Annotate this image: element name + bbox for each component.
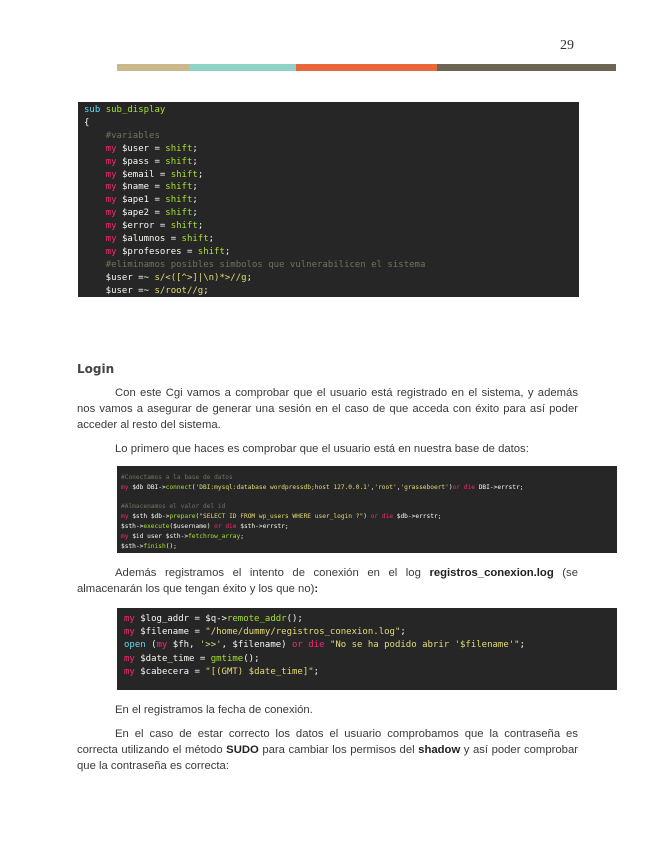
code-token: my xyxy=(84,234,122,245)
shadow-file: shadow xyxy=(418,744,461,756)
code-token: my xyxy=(124,666,141,677)
code-token: $id user $sth-> xyxy=(132,532,189,540)
code-token: s/root//g xyxy=(154,285,204,296)
code-token: ; xyxy=(240,532,244,540)
code-token: finish xyxy=(143,542,166,550)
code-token: ; xyxy=(197,169,204,180)
code-line xyxy=(84,272,579,285)
code-line xyxy=(84,104,579,117)
code-token: my xyxy=(84,221,122,232)
code-token: { xyxy=(84,117,90,128)
code-token: $alumnos = xyxy=(121,234,182,245)
code-token: $log_addr = $q-> xyxy=(140,614,227,624)
code-token: or die xyxy=(452,483,479,491)
page-number: 29 xyxy=(560,38,574,53)
code-token: ; xyxy=(192,143,198,154)
code-token: $name = xyxy=(121,182,166,193)
code-token: $profesores = xyxy=(121,246,198,257)
code-token: shift xyxy=(165,143,193,154)
code-token: , xyxy=(396,483,401,491)
code-token: or die xyxy=(370,513,397,521)
code-token: "No se ha podido abrir '$filename'" xyxy=(329,640,520,651)
code-token: (); xyxy=(286,614,303,624)
code-token: ; xyxy=(400,627,406,638)
paragraph-log-colon: : xyxy=(314,583,319,595)
code-token: fetchrow_array xyxy=(188,532,241,540)
code-line xyxy=(84,285,579,297)
code-token: #Almacenamos el valor del id xyxy=(121,503,226,511)
code-token: connect xyxy=(165,483,192,491)
code-line xyxy=(121,493,617,503)
code-token: , xyxy=(370,483,375,491)
code-token: ; xyxy=(246,272,252,283)
code-line xyxy=(124,626,617,639)
code-token: my xyxy=(84,182,122,193)
code-token: my xyxy=(84,169,122,180)
code-token: $sth->errstr; xyxy=(240,522,289,530)
code-token: $db->errstr; xyxy=(396,513,442,521)
code-line xyxy=(84,156,579,169)
log-filename: registros_conexion.log xyxy=(429,567,554,579)
code-block-log xyxy=(117,608,617,690)
code-token: my xyxy=(124,614,141,624)
code-token: execute xyxy=(143,522,170,530)
code-token: prepare xyxy=(169,513,196,521)
section-heading-login: Login xyxy=(77,362,115,376)
code-token: #eliminamos posibles simbolos que vulnerabilicen el sistema xyxy=(84,259,426,270)
header-bar-segment xyxy=(296,64,437,71)
code-token: my xyxy=(84,246,122,257)
code-token: ; xyxy=(313,666,320,677)
code-token: $sth-> xyxy=(121,522,144,530)
code-token: my xyxy=(124,627,141,638)
code-token: $error = xyxy=(121,221,171,232)
code-line xyxy=(121,542,617,552)
code-token: $fh, xyxy=(172,640,200,651)
code-token: remote_addr xyxy=(226,614,287,624)
paragraph-password-check xyxy=(77,726,578,774)
code-token: "[(GMT) $date_time]" xyxy=(205,666,314,677)
code-line xyxy=(121,532,617,542)
code-token: ; xyxy=(192,182,198,193)
code-token: shift xyxy=(170,169,198,180)
code-token: gmtime xyxy=(210,653,244,664)
code-token: ( xyxy=(191,483,196,491)
code-token: ; xyxy=(203,285,209,296)
code-line xyxy=(84,117,579,130)
code-token: $cabecera = xyxy=(140,666,206,677)
code-block-sub-display xyxy=(78,102,579,297)
paragraph-intro: Con este Cgi vamos a comprobar que el usuario está registrado en el sistema, y además nos vamos a asegurar de generar una sesión en el caso de que acceda con éxito para así poder acceder al resto del sistema. xyxy=(77,387,578,431)
code-line xyxy=(121,502,617,512)
code-token: ; xyxy=(208,234,215,245)
code-token: my xyxy=(84,143,122,154)
code-line xyxy=(84,207,579,220)
code-token: $ape1 = xyxy=(121,195,166,206)
code-token: $ape2 = xyxy=(121,208,166,219)
code-token: ; xyxy=(192,208,198,219)
paragraph-password-text-end: y así poder comprobar que la contraseña es correcta: xyxy=(77,744,578,772)
code-token: my xyxy=(124,653,141,664)
header-bar-segment xyxy=(437,64,616,71)
code-token: '>>' xyxy=(199,640,222,651)
code-token: $date_time = xyxy=(140,653,211,664)
code-token: ( xyxy=(195,513,200,521)
code-line xyxy=(121,483,617,493)
code-token: my xyxy=(121,513,133,521)
code-token: $pass = xyxy=(121,156,166,167)
code-token: sub_display xyxy=(105,105,166,115)
paragraph-password-text: En el caso de estar correcto los datos el usuario comprobamos que la contraseña es correcta utilizando el método xyxy=(77,728,578,756)
code-token: shift xyxy=(170,221,198,232)
code-token: ; xyxy=(224,246,231,257)
header-bar-segment xyxy=(117,64,189,71)
code-token: shift xyxy=(165,156,193,167)
code-token: ; xyxy=(192,195,198,206)
code-line xyxy=(124,653,617,666)
code-token: my xyxy=(84,208,122,219)
code-token: open xyxy=(124,640,152,651)
sudo-method: SUDO xyxy=(226,744,259,756)
code-token: ) xyxy=(363,513,371,521)
code-line xyxy=(121,473,617,483)
code-token: my xyxy=(84,156,122,167)
code-token: ; xyxy=(197,221,204,232)
code-line xyxy=(84,233,579,246)
paragraph-log-text-end: (se almacenarán los que tengan éxito y los que no) xyxy=(77,567,578,595)
code-line xyxy=(124,613,617,626)
code-token: shift xyxy=(197,246,225,257)
header-color-bar xyxy=(117,64,616,71)
code-token: #Conectamos a la base de datos xyxy=(121,474,233,481)
code-line xyxy=(84,220,579,233)
code-token: $sth-> xyxy=(121,542,144,550)
code-token: my xyxy=(121,532,133,540)
code-token: $user = xyxy=(121,143,166,154)
paragraph-check-user: Lo primero que haces es comprobar que el usuario está en nuestra base de datos: xyxy=(115,443,529,455)
paragraph-log xyxy=(77,565,578,597)
code-token: ($username) xyxy=(169,522,215,530)
paragraph-password-text-mid: para cambiar los permisos del xyxy=(258,744,419,756)
code-line xyxy=(84,194,579,207)
code-token: shift xyxy=(165,195,193,206)
code-line xyxy=(84,259,579,272)
code-token: $sth $db-> xyxy=(132,513,170,521)
code-token: $db DBI-> xyxy=(132,483,166,491)
paragraph-date: En el registramos la fecha de conexión. xyxy=(115,704,313,716)
code-token: 'DBI:mysql:database wordpressdb;host 127.0.0.1' xyxy=(195,483,371,491)
code-block-db-query xyxy=(117,466,617,553)
code-token: 'root' xyxy=(374,483,397,491)
code-token: 'grasseboert' xyxy=(400,483,449,491)
code-line xyxy=(84,181,579,194)
code-token: "SELECT ID FROM wp_users WHERE user_login ?" xyxy=(199,513,364,521)
code-token: my xyxy=(156,640,173,651)
code-token: #variables xyxy=(84,130,160,141)
code-line xyxy=(84,246,579,259)
code-token: s/<([^>]|\n)*>//g xyxy=(154,272,247,283)
code-line xyxy=(121,512,617,522)
code-token: ; xyxy=(519,640,526,651)
code-token: $email = xyxy=(121,169,171,180)
code-token: ; xyxy=(192,156,198,167)
code-token: shift xyxy=(181,234,209,245)
code-line xyxy=(124,666,617,679)
code-token: "/home/dummy/registros_conexion.log" xyxy=(205,627,401,638)
code-token: $user =~ xyxy=(84,272,155,283)
code-token: my xyxy=(121,483,133,491)
code-line xyxy=(84,143,579,156)
code-token: my xyxy=(84,195,122,206)
code-token: shift xyxy=(165,182,193,193)
code-token: (); xyxy=(165,542,177,550)
code-token: $user =~ xyxy=(84,285,155,296)
code-token: DBI->errstr; xyxy=(478,483,524,491)
code-line xyxy=(121,522,617,532)
code-token: or die xyxy=(292,640,330,651)
header-bar-segment xyxy=(189,64,296,71)
code-token: , $filename) xyxy=(221,640,293,651)
code-token: $filename = xyxy=(140,627,206,638)
paragraph-log-text: Además registramos el intento de conexión en el log xyxy=(115,567,430,579)
code-token: ) xyxy=(448,483,453,491)
code-token: or die xyxy=(214,522,241,530)
code-token: shift xyxy=(165,208,193,219)
code-token: sub xyxy=(84,105,106,115)
code-token: (); xyxy=(243,653,260,664)
code-line xyxy=(84,130,579,143)
code-token: ( xyxy=(151,640,157,651)
code-line xyxy=(84,169,579,182)
code-line xyxy=(124,639,617,652)
